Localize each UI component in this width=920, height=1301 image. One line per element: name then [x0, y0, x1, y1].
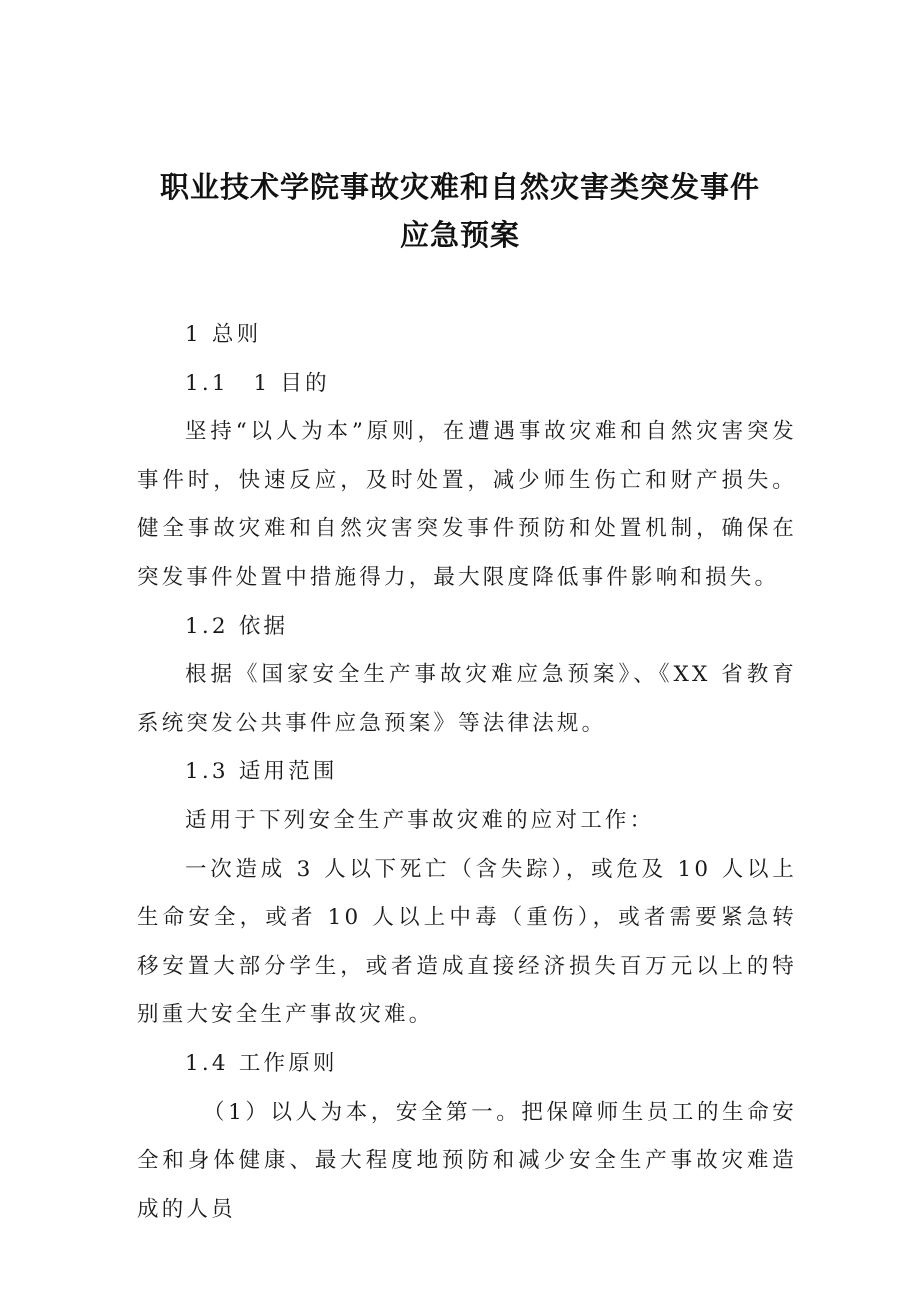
document-title-line-2: 应急预案 — [399, 218, 520, 252]
section-heading-purpose: 1.1 1 目的 — [185, 370, 330, 396]
section-heading-general: 1 总则 — [185, 322, 262, 347]
section-heading-scope: 1.3 适用范围 — [185, 759, 338, 785]
section-heading-basis: 1.2 依据 — [185, 613, 289, 639]
paragraph-scope-intro: 适用于下列安全生产事故灾难的应对工作： — [185, 807, 655, 833]
section-heading-principles: 1.4 工作原则 — [185, 1050, 338, 1076]
paragraph-purpose: 坚持“以人为本”原则，在遭遇事故灾难和自然灾害突发事件时，快速反应，及时处置，减少师生伤亡和财产损失。健全事故灾难和自然灾害突发事件预防和处置机制，确保在突发事件处置中措施得力，最大限度降低事件影响和损失。 — [137, 419, 797, 590]
document-title-line-1: 职业技术学院事故灾难和自然灾害类突发事件 — [159, 170, 760, 204]
paragraph-principle-1: （1）以人为本，安全第一。把保障师生员工的生命安全和身体健康、最大程度地预防和减少安全生产事故灾难造成的人员 — [137, 1099, 797, 1222]
paragraph-scope-detail: 一次造成 3 人以下死亡（含失踪），或危及 10 人以上生命安全，或者 10 人以上中毒（重伤），或者需要紧急转移安置大部分学生，或者造成直接经济损失百万元以上的特别重大安全生产事故灾难。 — [137, 856, 797, 1028]
document-body — [137, 311, 797, 1234]
paragraph-basis: 根据《国家安全生产事故灾难应急预案》、《XX 省教育系统突发公共事件应急预案》等法律法规。 — [137, 662, 797, 736]
